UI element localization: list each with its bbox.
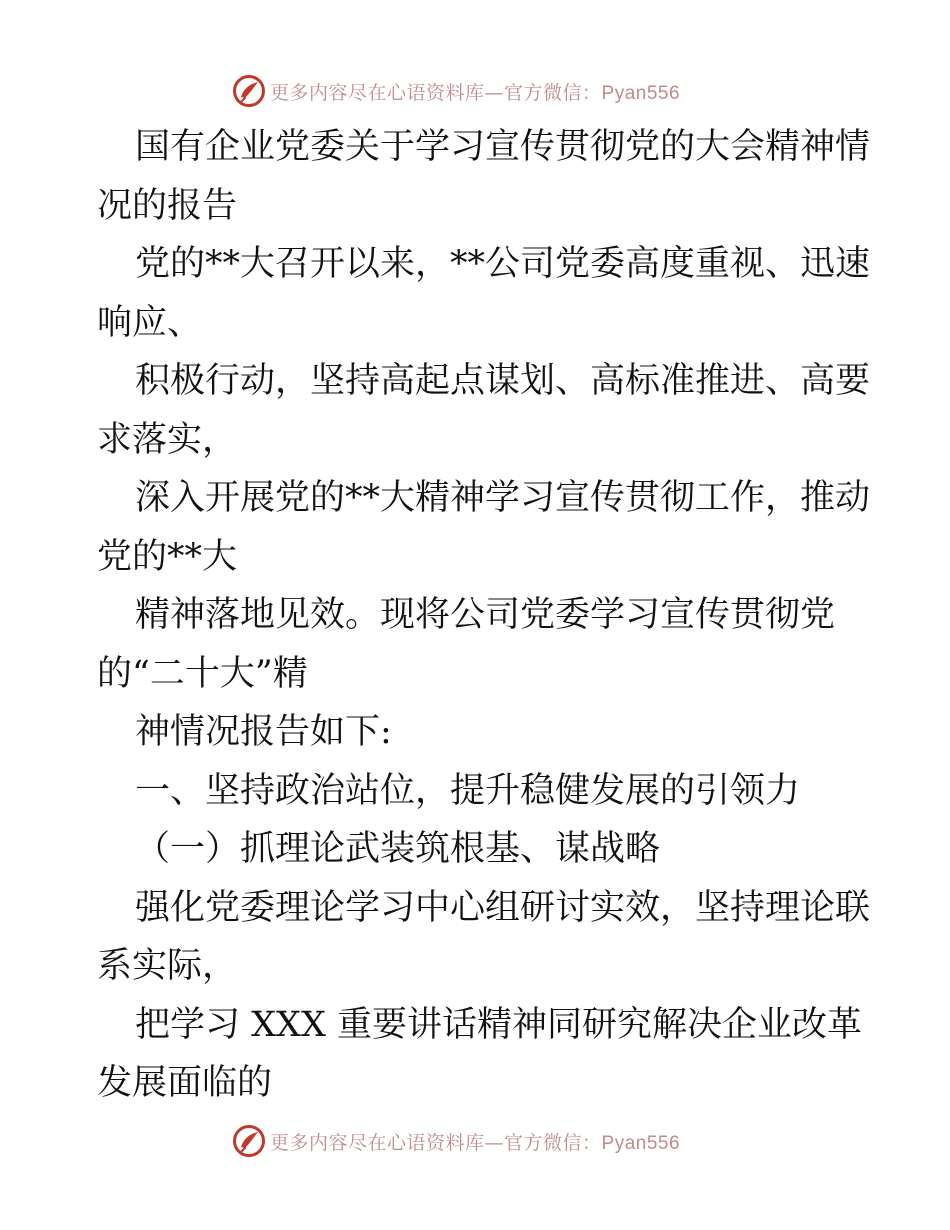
- document-line: 深入开展党的**大精神学习宣传贯彻工作，推动: [135, 478, 871, 518]
- header-banner-cn: 更多内容尽在心语资料库—官方微信：: [270, 81, 602, 104]
- footer-banner-cn: 更多内容尽在心语资料库—官方微信：: [270, 1131, 602, 1154]
- document-line: 精神落地见效。现将公司党委学习宣传贯彻党: [135, 595, 836, 635]
- brand-logo-icon: [232, 1124, 266, 1158]
- document-line: 求落实，: [97, 419, 238, 460]
- document-line: 系实际，: [97, 946, 238, 986]
- document-line: 把学习 XXX 重要讲话精神同研究解决企业改革: [135, 1004, 863, 1045]
- header-banner: [232, 71, 680, 111]
- document-line: 强化党委理论学习中心组研讨实效，坚持理论联: [135, 887, 871, 928]
- document-line: （一）抓理论武装筑根基、谋战略: [135, 829, 661, 869]
- brand-logo-icon: [232, 74, 266, 108]
- document-line: 一、坚持政治站位，提升稳健发展的引领力: [135, 770, 801, 811]
- document-line: 积极行动，坚持高起点谋划、高标准推进、高要: [135, 361, 871, 401]
- document-line: 国有企业党委关于学习宣传贯彻党的大会精神情: [135, 127, 871, 167]
- document-line: 神情况报告如下:: [135, 712, 392, 752]
- footer-banner: [232, 1121, 680, 1161]
- document-line: 况的报告: [97, 185, 238, 226]
- document-line: 的“二十大”精: [97, 653, 308, 694]
- footer-banner-en: Pyan556: [601, 1132, 681, 1154]
- header-banner-text: [270, 78, 680, 105]
- document-line: 响应、: [97, 302, 203, 343]
- document-line: 党的**大召开以来，**公司党委高度重视、迅速: [135, 244, 871, 284]
- document-line: 发展面临的: [97, 1063, 273, 1103]
- footer-banner-text: [270, 1128, 680, 1155]
- document-line: 党的**大: [97, 536, 238, 577]
- header-banner-en: Pyan556: [601, 82, 681, 104]
- document-body: [97, 118, 871, 1113]
